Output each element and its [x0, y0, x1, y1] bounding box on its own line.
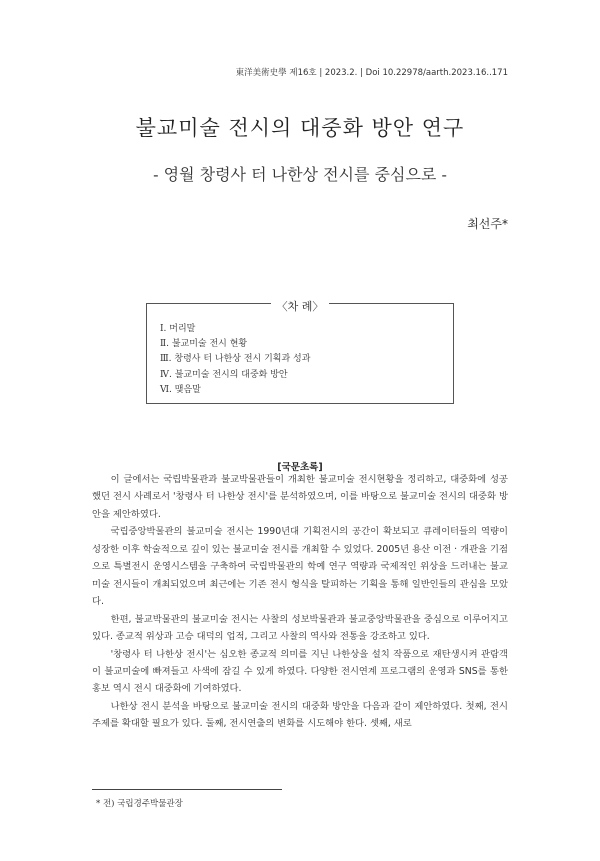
journal-year: 2023.2. — [324, 68, 358, 78]
abstract-paragraph: '창령사 터 나한상 전시'는 심오한 종교적 의미를 지닌 나한상을 설치 작품으로 재탄생시켜 관람객이 불교미술에 빠져들고 사색에 잠길 수 있게 하였다. 다양한 전시연계 프로그램의 운영과 SNS를 통한 홍보 역시 전시 대중화에 기여하였다. — [92, 648, 508, 695]
toc-item: Ⅰ. 머리말 — [160, 324, 196, 334]
abstract-heading: [국문초록] — [277, 462, 323, 473]
footnote-divider — [92, 789, 282, 790]
abstract-paragraph: 한편, 불교박물관의 불교미술 전시는 사찰의 성보박물관과 불교중앙박물관을 중심으로 이루어지고 있다. 종교적 위상과 고승 대덕의 업적, 그리고 사찰의 역사와 전통을 강조하고 있다. — [92, 613, 508, 643]
toc-title: 〈차 례〉 — [271, 300, 330, 313]
journal-name: 東洋美術史學 — [235, 68, 287, 78]
meta-separator: | — [319, 68, 325, 78]
journal-meta — [236, 66, 508, 78]
toc-item: Ⅱ. 불교미술 전시 현황 — [160, 339, 248, 350]
footnote: * 전) 국립경주박물관장 — [96, 799, 183, 809]
abstract-paragraph: 국립중앙박물관의 불교미술 전시는 1990년대 기획전시의 공간이 확보되고 큐레이터들의 역량이 성장한 이후 학술적으로 깊이 있는 불교미술 전시를 개최할 수 있었다. 2005년 용산 이전 · 개관을 기점으로 특별전시 운영시스템을 구축하여 국립박물관의 학예 연구 역량과 국제적인 위상을 드러내는 불교미술 전시들이 개최되었으며 최근에는 기존 전시 형식을 탈피하는 기획을 통해 일반인들의 관심을 모았다. — [92, 526, 508, 608]
toc-title-wrap — [0, 295, 600, 314]
toc-item: Ⅵ. 맺음말 — [160, 384, 201, 395]
journal-volume: 제16호 — [289, 68, 317, 78]
toc-item: Ⅳ. 불교미술 전시의 대중화 방안 — [160, 369, 288, 380]
toc-list — [160, 322, 310, 398]
paper-title: 불교미술 전시의 대중화 방안 연구 — [135, 116, 465, 140]
abstract-body — [92, 471, 508, 733]
toc-item: Ⅲ. 창령사 터 나한상 전시 기획과 성과 — [160, 354, 311, 365]
abstract-paragraph: 이 글에서는 국립박물관과 불교박물관들이 개최한 불교미술 전시현황을 정리하고, 대중화에 성공했던 전시 사례로서 '창령사 터 나한상 전시'를 분석하였으며, 이를 바탕으로 불교미술 전시의 대중화 방안을 제안하였다. — [92, 474, 508, 520]
author-name: 최선주* — [467, 217, 508, 231]
meta-separator: | — [360, 68, 366, 78]
paper-subtitle: - 영월 창령사 터 나한상 전시를 중심으로 - — [153, 165, 447, 184]
journal-doi: Doi 10.22978/aarth.2023.16..171 — [365, 68, 508, 78]
abstract-paragraph: 나한상 전시 분석을 바탕으로 불교미술 전시의 대중화 방안을 다음과 같이 제안하였다. 첫째, 전시 주제를 확대할 필요가 있다. 둘째, 전시연출의 변화를 시도해야 한다. 셋째, 새로 — [92, 700, 508, 730]
